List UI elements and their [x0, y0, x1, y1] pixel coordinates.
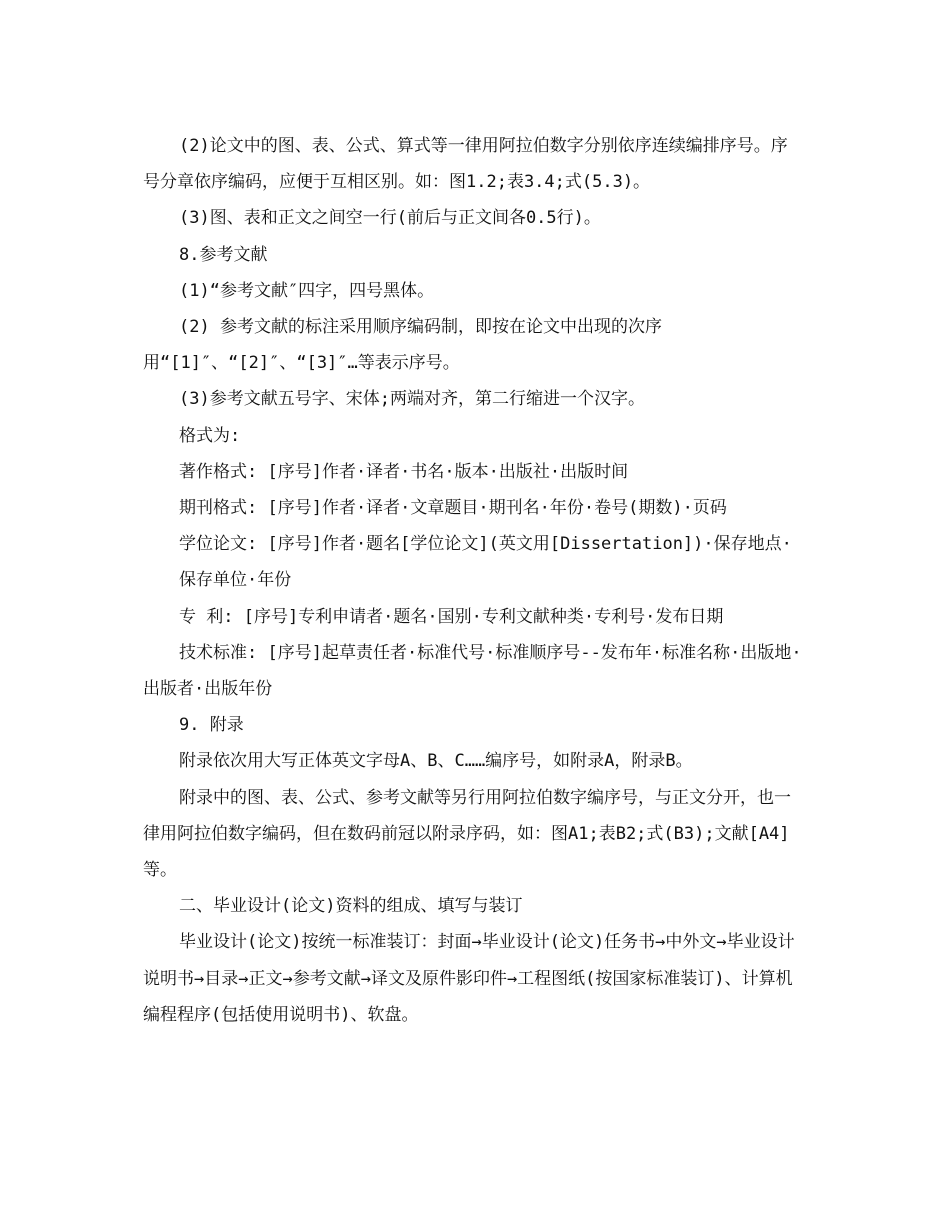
section-heading-references: 8.参考文献: [179, 244, 268, 265]
paragraph-references-citation-order: (2) 参考文献的标注采用顺序编码制，即按在论文中出现的次序: [179, 317, 662, 338]
format-thesis-continued: 保存单位·年份: [179, 570, 292, 591]
paragraph-references-font: (3)参考文献五号字、宋体;两端对齐，第二行缩进一个汉字。: [179, 389, 645, 410]
format-thesis: 学位论文: [序号]作者·题名[学位论文](英文用[Dissertation])·保存地点·: [179, 534, 792, 555]
document-body: [143, 128, 803, 1033]
format-standard: 技术标准: [序号]起草责任者·标准代号·标准顺序号--发布年·标准名称·出版地·出版者·出版年份: [143, 642, 802, 700]
section-heading-materials: 二、毕业设计(论文)资料的组成、填写与装订: [179, 896, 523, 917]
section-heading-appendix: 9. 附录: [179, 715, 244, 736]
paragraph-figure-numbering: (2)论文中的图、表、公式、算式等一律用阿拉伯数字分别依序连续编排序号。序号分章依序编码，应便于互相区别。如：图1.2;表3.4;式(5.3)。: [143, 136, 788, 193]
paragraph-binding-order: 毕业设计(论文)按统一标准装订：封面→毕业设计(论文)任务书→中外文→毕业设计说明书→目录→正文→参考文献→译文及原件影印件→工程图纸(按国家标准装订)、计算机编程程序(包括使用说明书)、软盘。: [143, 932, 795, 1025]
paragraph-appendix-numbering: 附录依次用大写正体英文字母A、B、C……编序号，如附录A，附录B。: [179, 751, 693, 772]
paragraph-references-citation-marks: 用“[1]″、“[2]″、“[3]″…等表示序号。: [143, 353, 460, 374]
format-book: 著作格式: [序号]作者·译者·书名·版本·出版社·出版时间: [179, 461, 629, 482]
format-journal: 期刊格式: [序号]作者·译者·文章题目·期刊名·年份·卷号(期数)·页码: [179, 498, 727, 519]
paragraph-appendix-figures: 附录中的图、表、公式、参考文献等另行用阿拉伯数字编序号，与正文分开，也一律用阿拉伯数字编码，但在数码前冠以附录序码，如：图A1;表B2;式(B3);文献[A4]等。: [143, 787, 791, 881]
format-patent: 专 利: [序号]专利申请者·题名·国别·专利文献种类·专利号·发布日期: [179, 606, 724, 627]
paragraph-blank-line-rule: (3)图、表和正文之间空一行(前后与正文间各0.5行)。: [179, 208, 601, 229]
paragraph-references-title-format: (1)“参考文献″四字，四号黑体。: [179, 280, 435, 301]
paragraph-format-intro: 格式为:: [179, 425, 241, 446]
